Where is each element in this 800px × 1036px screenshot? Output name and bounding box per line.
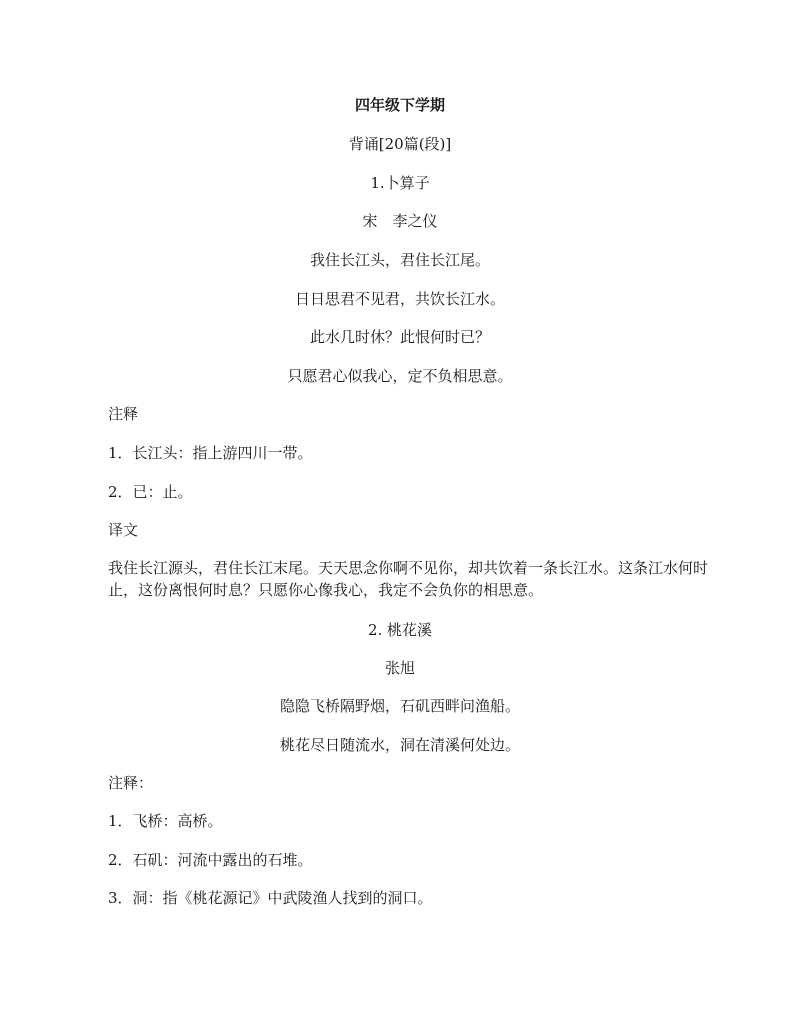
poem2-note: 1．飞桥：高桥。 (108, 812, 223, 830)
poem1-translation-heading: 译文 (108, 521, 139, 539)
poem2-line: 桃花尽日随流水，洞在清溪何处边。 (279, 736, 520, 754)
document-title: 四年级下学期 (354, 96, 445, 114)
poem1-author: 宋 李之仪 (362, 212, 438, 230)
poem2-notes-heading: 注释： (108, 774, 154, 792)
poem1-line: 我住长江头，君住长江尾。 (309, 251, 490, 269)
poem2-note: 3．洞：指《桃花源记》中武陵渔人找到的洞口。 (108, 889, 433, 907)
poem2-line: 隐隐飞桥隔野烟，石矶西畔问渔船。 (279, 697, 520, 715)
poem1-note: 2．已：止。 (108, 483, 193, 501)
poem1-line: 此水几时休？此恨何时已？ (309, 328, 490, 346)
poem1-note: 1．长江头：指上游四川一带。 (108, 444, 313, 462)
poem2-note: 2．石矶：河流中露出的石堆。 (108, 851, 313, 869)
poem1-heading: 1.卜算子 (370, 174, 430, 192)
poem1-line: 只愿君心似我心，定不负相思意。 (287, 367, 513, 385)
poem2-heading: 2. 桃花溪 (367, 621, 433, 639)
poem1-notes-heading: 注释 (108, 405, 139, 423)
poem1-translation: 我住长江源头，君住长江末尾。天天思念你啊不见你，却共饮着一条长江水。这条江水何时止，这份离恨何时息？只愿你心像我心，我定不会负你的相思意。 (108, 559, 709, 599)
poem2-author: 张旭 (384, 659, 415, 677)
poem1-line: 日日思君不见君，共饮长江水。 (294, 290, 505, 308)
document-subtitle: 背诵[20篇(段)] (348, 135, 452, 153)
